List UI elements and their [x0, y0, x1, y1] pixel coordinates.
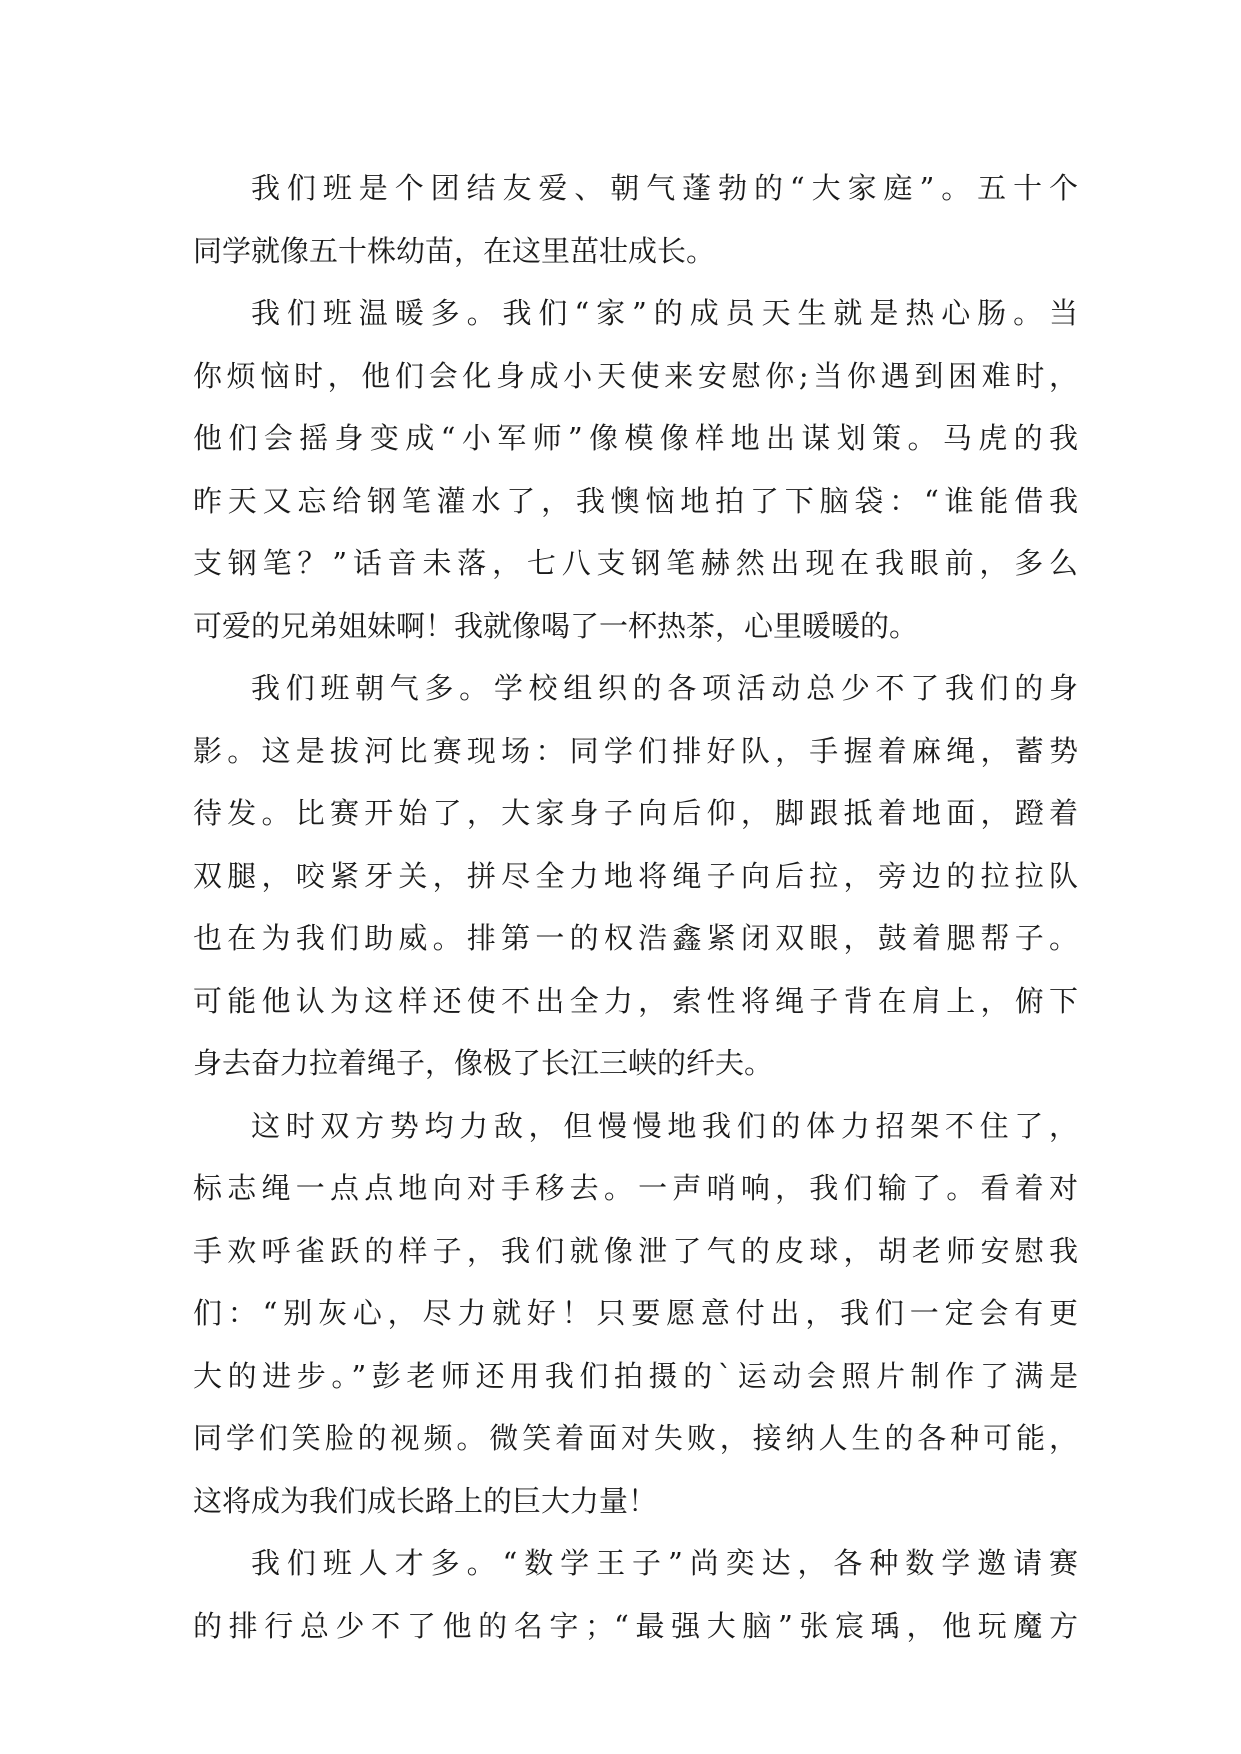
text-line: 这时双方势均力敌，但慢慢地我们的体力招架不住了， [251, 1108, 1078, 1143]
paragraph-intro [193, 157, 1078, 282]
text-line: 我们班朝气多。学校组织的各项活动总少不了我们的身 [251, 671, 1078, 705]
text-line: 手欢呼雀跃的样子，我们就像泄了气的皮球，胡老师安慰我 [193, 1233, 1078, 1268]
paragraph-warmth [193, 282, 1078, 657]
text-line: 昨天又忘给钢笔灌水了，我懊恼地拍了下脑袋：“谁能借我 [193, 483, 1078, 518]
text-line: 同学们笑脸的视频。微笑着面对失败，接纳人生的各种可能， [193, 1421, 1078, 1455]
essay-body [193, 157, 1078, 1657]
text-line: 的排行总少不了他的名字；“最强大脑”张宸瑀，他玩魔方 [193, 1608, 1078, 1643]
text-line: 身去奋力拉着绳子，像极了长江三峡的纤夫。 [193, 1046, 774, 1080]
text-line: 你烦恼时，他们会化身成小天使来安慰你;当你遇到困难时， [193, 358, 1078, 393]
text-line: 也在为我们助威。排第一的权浩鑫紧闭双眼，鼓着腮帮子。 [193, 921, 1078, 955]
text-line: 可爱的兄弟姐妹啊！我就像喝了一杯热茶，心里暖暖的。 [193, 608, 919, 643]
paragraph-talents [193, 1532, 1078, 1657]
text-line: 这将成为我们成长路上的巨大力量！ [193, 1483, 658, 1518]
paragraph-tug-of-war-result [193, 1095, 1078, 1533]
text-line: 影。这是拔河比赛现场：同学们排好队，手握着麻绳，蓄势 [193, 733, 1078, 768]
paragraph-vitality [193, 657, 1078, 1095]
text-line: 支钢笔？”话音未落，七八支钢笔赫然出现在我眼前，多么 [193, 546, 1078, 580]
text-line: 我们班是个团结友爱、朝气蓬勃的“大家庭”。五十个 [251, 171, 1078, 205]
text-line: 我们班人才多。“数学王子”尚奕达，各种数学邀请赛 [251, 1546, 1078, 1580]
text-line: 大的进步。”彭老师还用我们拍摄的`运动会照片制作了满是 [193, 1358, 1078, 1393]
text-line: 标志绳一点点地向对手移去。一声哨响，我们输了。看着对 [193, 1171, 1078, 1205]
text-line: 待发。比赛开始了，大家身子向后仰，脚跟抵着地面，蹬着 [193, 796, 1078, 830]
text-line: 可能他认为这样还使不出全力，索性将绳子背在肩上，俯下 [193, 983, 1078, 1018]
text-line: 我们班温暖多。我们“家”的成员天生就是热心肠。当 [251, 296, 1078, 330]
text-line: 他们会摇身变成“小军师”像模像样地出谋划策。马虎的我 [193, 421, 1078, 455]
text-line: 双腿，咬紧牙关，拼尽全力地将绳子向后拉，旁边的拉拉队 [193, 858, 1078, 893]
text-line: 们：“别灰心，尽力就好！只要愿意付出，我们一定会有更 [193, 1296, 1078, 1330]
text-line: 同学就像五十株幼苗，在这里茁壮成长。 [193, 233, 716, 268]
